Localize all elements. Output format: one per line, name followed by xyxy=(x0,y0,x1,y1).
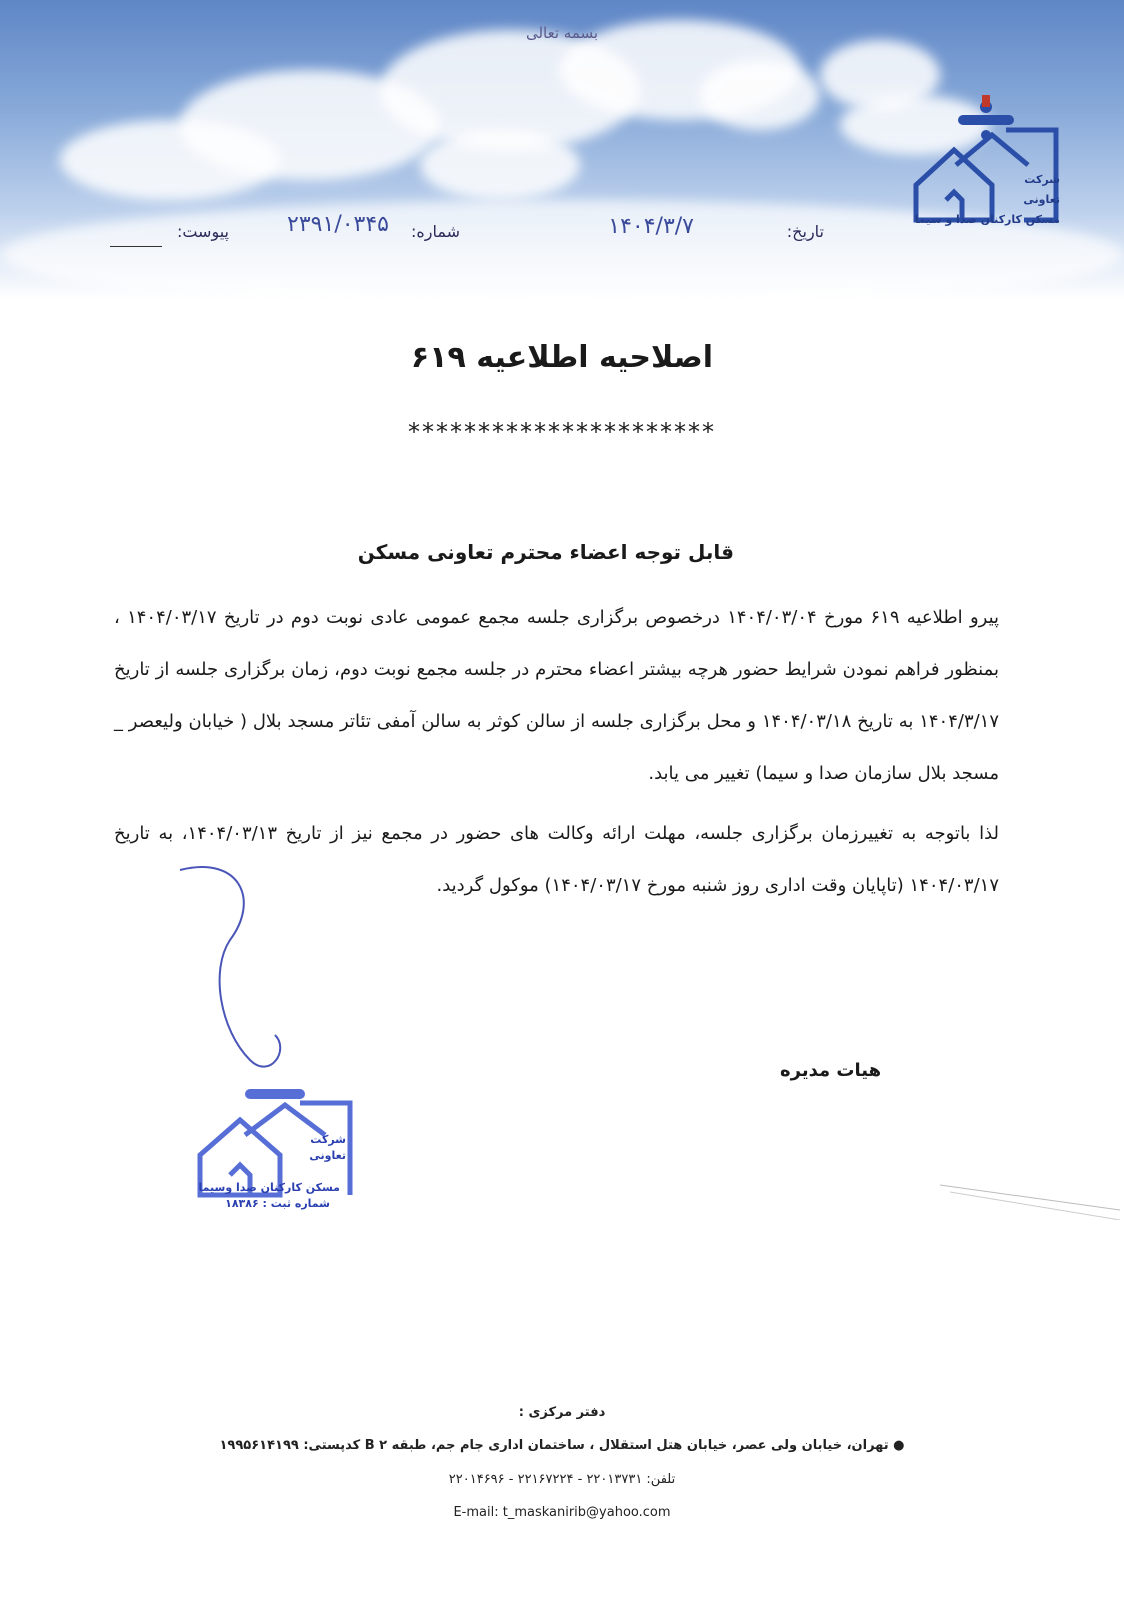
scan-mark xyxy=(940,1180,1120,1220)
number-value: ۲۳۹۱/۰۳۴۵ xyxy=(287,212,389,237)
logo-line-1: شرکت xyxy=(1024,173,1060,186)
notice-subtitle: قابل توجه اعضاء محترم تعاونی مسکن xyxy=(357,540,734,564)
body-paragraph-1: پیرو اطلاعیه ۶۱۹ مورخ ۱۴۰۴/۰۳/۰۴ درخصوص برگزاری جلسه مجمع عمومی عادی نوبت دوم در تاریخ ۱۴۰۴/۰۳/۱۷ ، بمنظور فراهم نمودن شرایط حضور هرچه بیشتر اعضاء محترم در جلسه مجمع نوبت دوم، زمان برگزاری جلسه از تاریخ ۱۴۰۴/۳/۱۷ به تاریخ ۱۴۰۴/۰۳/۱۸ و محل برگزاری جلسه از سالن کوثر به سالن آمفی تئاتر مسجد بلال ( خیابان ولیعصر _ مسجد بلال سازمان صدا و سیما) تغییر می یابد. xyxy=(114,607,1000,784)
stamp-line-1: شرکت xyxy=(310,1133,346,1146)
company-logo xyxy=(906,95,1066,235)
board-signature-title: هیات مدیره xyxy=(780,1060,882,1081)
invocation-text: بسمه تعالی xyxy=(525,24,599,42)
date-label: تاریخ: xyxy=(786,222,824,241)
footer-address: ● تهران، خیابان ولی عصر، خیابان هتل استقلال ، ساختمان اداری جام جم، طبقه ۲ B کدپستی: ۱۹۹۵۶۱۴۱۹۹ xyxy=(219,1438,905,1453)
body-paragraph-2: لذا باتوجه به تغییرزمان برگزاری جلسه، مهلت ارائه وکالت های حضور در مجمع نیز از تاریخ ۱۴۰۴/۰۳/۱۳، به تاریخ ۱۴۰۴/۰۳/۱۷ (تاپایان وقت اداری روز شنبه مورخ ۱۴۰۴/۰۳/۱۷) موکول گردید. xyxy=(114,823,999,896)
logo-line-3: مسکن کارکنان صدا و سیما xyxy=(914,213,1060,226)
footer-phones: تلفن: ۲۲۰۱۳۷۳۱ - ۲۲۱۶۷۲۲۴ - ۲۲۰۱۴۶۹۶ xyxy=(448,1472,676,1487)
stamp-line-3: مسکن کارکنان صدا وسیما xyxy=(198,1181,340,1194)
date-value: ۱۴۰۴/۳/۷ xyxy=(608,214,694,239)
stamp-line-4: شماره ثبت : ۱۸۳۸۶ xyxy=(225,1197,330,1210)
stamp-line-2: تعاونی xyxy=(309,1149,346,1162)
signature xyxy=(120,860,380,1090)
document-title: اصلاحیه اطلاعیه ۶۱۹ xyxy=(410,340,714,375)
footer-email: E-mail: t_maskanirib@yahoo.com xyxy=(453,1505,671,1520)
attachment-label: پیوست: xyxy=(176,222,229,241)
star-divider: ********************** xyxy=(408,418,716,446)
attachment-underline xyxy=(110,246,162,247)
company-stamp xyxy=(190,1085,360,1215)
logo-line-2: تعاونی xyxy=(1023,193,1060,206)
number-label: شماره: xyxy=(410,222,460,241)
footer-heading: دفتر مرکزی : xyxy=(518,1405,606,1420)
